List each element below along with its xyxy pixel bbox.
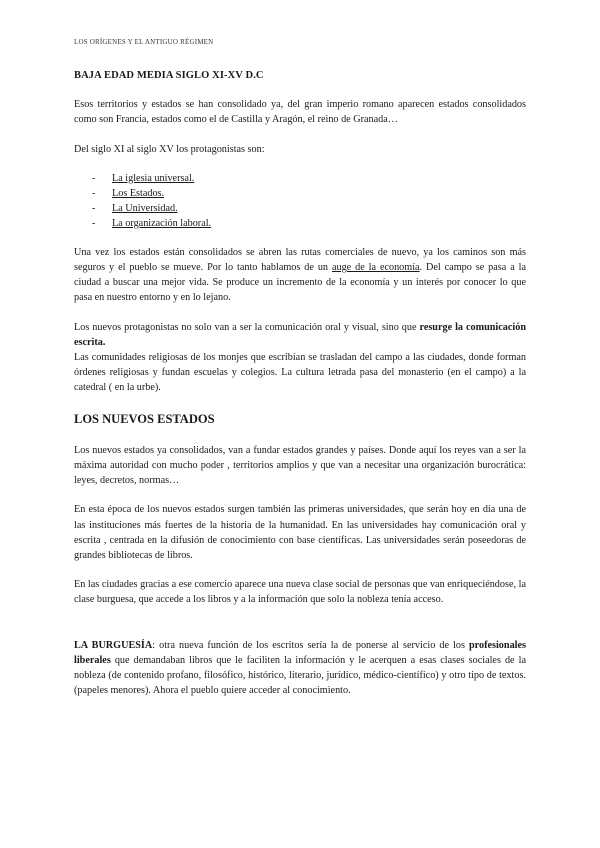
paragraph-text: . Del campo se pasa a la ciudad a buscar una mejor vida. Se produce un incremento de la economía y un interés por conocer lo que pasa en nuestro entorno y en lo lejano. — [74, 262, 527, 304]
paragraph: En esta época de los nuevos estados surgen también las primeras universidades, que serán hoy en día una de las instituciones más fuertes de la historia de la humanidad. En las universidades hay comunicación oral y escrita , centrada en la difusión de conocimiento con base científicas. Las universidades serán poseedoras de grandes bibliotecas de libros. — [74, 504, 526, 562]
list-item — [92, 171, 526, 186]
list-item — [92, 216, 526, 231]
list-item-text: La iglesia universal. — [112, 172, 195, 184]
paragraph: Del siglo XI al siglo XV los protagonistas son: — [74, 143, 265, 155]
bold-term: LA BURGUESÍA — [74, 639, 153, 651]
section-title-nuevos-estados: LOS NUEVOS ESTADOS — [74, 411, 215, 426]
paragraph: En las ciudades gracias a ese comercio aparece una nueva clase social de personas que van enriqueciéndose, la clase burguesa, que accede a los libros y a la información que solo la nobleza tenía acceso. — [74, 579, 526, 606]
section-title-baja-edad-media: BAJA EDAD MEDIA SIGLO XI-XV D.C — [74, 70, 264, 81]
bold-phrase: profesionales liberales — [74, 639, 526, 666]
paragraph — [74, 638, 526, 699]
running-header: LOS ORÍGENES Y EL ANTIGUO RÉGIMEN — [74, 38, 214, 46]
list-item-text: La Universidad. — [112, 202, 178, 214]
paragraph: Esos territorios y estados se han consolidado ya, del gran imperio romano aparecen estados consolidados como son Francia, estados como el de Castilla y Aragón, el reino de Granada… — [74, 99, 526, 126]
paragraph: Las comunidades religiosas de los monjes que escribían se trasladan del campo a las ciudades, donde forman órdenes religiosas y fundan escuelas y colegios. La cultura letrada pasa del monasterio (en el campo) a la catedral ( en la urbe). — [74, 352, 526, 394]
list-item-text: Los Estados. — [112, 187, 165, 199]
paragraph-text: : otra nueva función de los escritos sería la de ponerse al servicio de los — [152, 639, 469, 651]
paragraph — [74, 320, 526, 350]
paragraph: Los nuevos estados ya consolidados, van a fundar estados grandes y países. Donde aquí los reyes van a ser la máxima autoridad con mucho poder , territorios amplios y que van a necesitar una organización burocrática: leyes, decretos, normas… — [74, 444, 526, 487]
list-item — [92, 186, 526, 201]
bold-phrase: resurge la comunicación escrita. — [74, 321, 526, 348]
paragraph-text: Una vez los estados están consolidados se abren las rutas comerciales de nuevo, ya los caminos son más seguros y el pueblo se mueve. Por lo tanto hablamos de un — [74, 246, 526, 274]
paragraph-text: que demandaban libros que le faciliten la información y le acerquen a esas clases sociales de la nobleza (de contenido profano, filosófico, histórico, literario, jurídico, médico-científico) y otro tipo de textos. (papeles menores). Ahora el pueblo quiere acceder al conocimiento. — [74, 654, 526, 697]
underlined-phrase: auge de la economía — [331, 262, 420, 274]
document-body — [74, 68, 526, 698]
protagonists-list — [74, 171, 526, 231]
paragraph-text: Los nuevos protagonistas no solo van a ser la comunicación oral y visual, sino que — [74, 321, 420, 333]
list-item-text: La organización laboral. — [112, 217, 212, 229]
list-item — [92, 201, 526, 216]
paragraph — [74, 245, 526, 306]
